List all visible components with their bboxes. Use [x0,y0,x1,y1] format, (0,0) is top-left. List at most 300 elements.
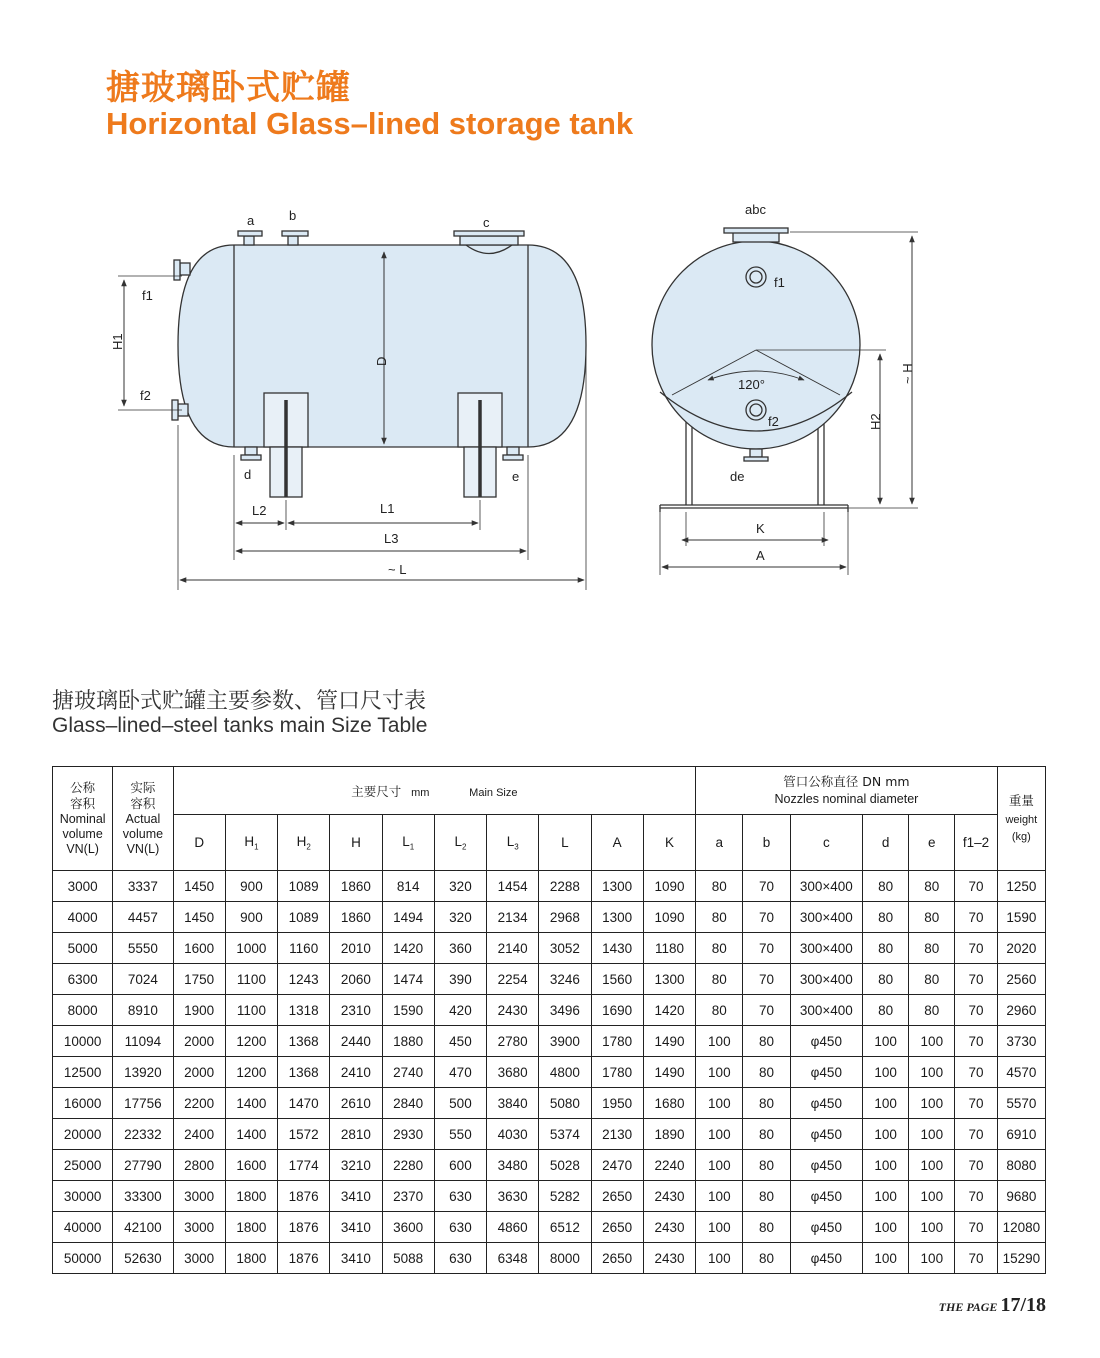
table-cell: 70 [955,995,997,1026]
table-cell: 70 [955,902,997,933]
header-col-nozzle-4: e [909,815,955,871]
table-row [53,964,1046,995]
table-cell: 1200 [225,1057,277,1088]
label-abc: abc [745,202,766,217]
table-cell: 1494 [382,902,434,933]
table-cell: 40000 [53,1212,113,1243]
page-title-cn: 搪玻璃卧式贮罐 [106,68,351,108]
table-cell: 1880 [382,1026,434,1057]
header-col-main-8: A [591,815,643,871]
label-c: c [483,215,490,230]
table-cell: 5282 [539,1181,591,1212]
table-cell: 1950 [591,1088,643,1119]
table-cell: 27790 [113,1150,173,1181]
label-de: de [730,469,745,484]
table-cell: 600 [434,1150,486,1181]
label-L1: L1 [380,501,395,516]
table-cell: 1876 [278,1243,330,1274]
table-cell: 470 [434,1057,486,1088]
table-cell: 2430 [643,1212,695,1243]
table-cell: 814 [382,871,434,902]
table-cell: 4030 [487,1119,539,1150]
table-row [53,1150,1046,1181]
table-cell: 70 [743,871,790,902]
table-cell: 1089 [278,871,330,902]
table-cell: 1876 [278,1212,330,1243]
table-cell: 3052 [539,933,591,964]
table-cell: 2130 [591,1119,643,1150]
table-cell: 1470 [278,1088,330,1119]
table-cell: 1900 [173,995,225,1026]
header-col-main-9: K [643,815,695,871]
table-cell: 1860 [330,871,382,902]
table-cell: 900 [225,902,277,933]
table-cell: 1860 [330,902,382,933]
table-cell: 5550 [113,933,173,964]
table-cell: 70 [955,1088,997,1119]
table-cell: 100 [696,1150,743,1181]
table-cell: 80 [909,871,955,902]
table-cell: 1800 [225,1243,277,1274]
table-cell: 70 [743,933,790,964]
table-cell: 70 [955,933,997,964]
table-cell: 1490 [643,1057,695,1088]
label-L: ~ L [388,562,407,577]
table-cell: 100 [696,1026,743,1057]
table-cell: 70 [955,1212,997,1243]
table-cell: 70 [955,1026,997,1057]
table-cell: 42100 [113,1212,173,1243]
table-cell: 100 [696,1181,743,1212]
table-cell: 100 [862,1088,908,1119]
table-cell: 80 [909,995,955,1026]
table-row [53,933,1046,964]
header-col-main-7: L [539,815,591,871]
table-cell: 7024 [113,964,173,995]
table-cell: 80 [743,1057,790,1088]
table-cell: 70 [743,902,790,933]
table-cell: 80 [862,933,908,964]
table-cell: 100 [862,1026,908,1057]
table-cell: 5000 [53,933,113,964]
table-cell: 3840 [487,1088,539,1119]
table-cell: 33300 [113,1181,173,1212]
table-cell: 2240 [643,1150,695,1181]
table-row [53,1119,1046,1150]
table-cell: 100 [696,1119,743,1150]
table-cell: 80 [743,1150,790,1181]
table-cell: 100 [909,1057,955,1088]
table-cell: 5570 [997,1088,1045,1119]
table-cell: 100 [696,1243,743,1274]
table-cell: 1690 [591,995,643,1026]
table-cell: 2800 [173,1150,225,1181]
table-cell: 80 [862,902,908,933]
label-L3: L3 [384,531,399,546]
table-cell: 300×400 [790,871,862,902]
table-cell: 1876 [278,1181,330,1212]
table-cell: 8080 [997,1150,1045,1181]
label-d: d [244,467,252,482]
table-cell: φ450 [790,1119,862,1150]
table-cell: 2968 [539,902,591,933]
table-cell: 100 [909,1150,955,1181]
table-row [53,871,1046,902]
table-cell: 2960 [997,995,1045,1026]
table-cell: 300×400 [790,902,862,933]
table-cell: 100 [696,1057,743,1088]
table-cell: 1800 [225,1181,277,1212]
footer-label: THE PAGE [938,1300,998,1314]
table-cell: 2370 [382,1181,434,1212]
table-cell: φ450 [790,1150,862,1181]
table-cell: 8000 [539,1243,591,1274]
table-cell: 2288 [539,871,591,902]
header-nominal-volume: 公称 容积 Nominal volume VN(L) [53,767,113,871]
table-cell: 2650 [591,1181,643,1212]
table-cell: 80 [909,933,955,964]
table-cell: φ450 [790,1026,862,1057]
header-nozzles: 管口公称直径 DN mm Nozzles nominal diameter [696,767,997,815]
table-cell: 2010 [330,933,382,964]
table-cell: 6910 [997,1119,1045,1150]
table-cell: 1090 [643,871,695,902]
header-actual-volume: 实际 容积 Actual volume VN(L) [113,767,173,871]
label-f1: f1 [142,288,153,303]
table-cell: 5374 [539,1119,591,1150]
label-b: b [289,208,297,223]
table-cell: 1750 [173,964,225,995]
table-cell: 1890 [643,1119,695,1150]
table-cell: 2650 [591,1243,643,1274]
table-row [53,1026,1046,1057]
table-cell: 2400 [173,1119,225,1150]
table-cell: 3730 [997,1026,1045,1057]
table-cell: 22332 [113,1119,173,1150]
table-cell: 1300 [591,871,643,902]
table-cell: 390 [434,964,486,995]
table-cell: 15290 [997,1243,1045,1274]
table-cell: 2650 [591,1212,643,1243]
table-cell: 1090 [643,902,695,933]
table-cell: 70 [743,995,790,1026]
table-cell: 1590 [382,995,434,1026]
header-col-main-1: $H_1$ [225,815,277,871]
table-cell: 4860 [487,1212,539,1243]
table-cell: φ450 [790,1088,862,1119]
label-D: D [374,356,389,366]
table-cell: 1420 [382,933,434,964]
table-header [53,767,1046,871]
table-cell: φ450 [790,1212,862,1243]
table-row [53,1212,1046,1243]
table-cell: 2780 [487,1026,539,1057]
table-cell: 500 [434,1088,486,1119]
table-cell: 1300 [643,964,695,995]
table-cell: 80 [909,902,955,933]
table-cell: 3000 [53,871,113,902]
table-cell: 1300 [591,902,643,933]
table-cell: 2470 [591,1150,643,1181]
table-cell: 2060 [330,964,382,995]
label-H1: H1 [110,333,125,350]
table-cell: 100 [862,1150,908,1181]
table-cell: 1490 [643,1026,695,1057]
table-cell: 100 [862,1212,908,1243]
table-cell: 80 [743,1088,790,1119]
table-cell: 80 [696,964,743,995]
table-cell: 2410 [330,1057,382,1088]
page-title-en: Horizontal Glass–lined storage tank [106,106,634,141]
table-row [53,995,1046,1026]
table-cell: 2610 [330,1088,382,1119]
table-cell: 3000 [173,1212,225,1243]
label-H2: H2 [868,413,883,430]
table-cell: 3210 [330,1150,382,1181]
table-cell: 1774 [278,1150,330,1181]
header-col-nozzle-1: b [743,815,790,871]
table-cell: 2430 [643,1181,695,1212]
table-cell: 2020 [997,933,1045,964]
header-col-main-3: H [330,815,382,871]
table-cell: 1368 [278,1057,330,1088]
table-cell: 16000 [53,1088,113,1119]
table-cell: 70 [955,1181,997,1212]
table-cell: 100 [696,1088,743,1119]
table-cell: 80 [696,902,743,933]
table-cell: 70 [955,1150,997,1181]
table-cell: 12080 [997,1212,1045,1243]
label-f1-side: f1 [774,275,785,290]
table-cell: 100 [909,1119,955,1150]
label-H: ~ H [900,363,915,384]
table-cell: 80 [696,933,743,964]
table-cell: 320 [434,871,486,902]
table-cell: 2200 [173,1088,225,1119]
table-cell: 3337 [113,871,173,902]
table-cell: 2134 [487,902,539,933]
table-cell: 3000 [173,1243,225,1274]
table-cell: 80 [743,1181,790,1212]
label-L2: L2 [252,503,267,518]
table-cell: 52630 [113,1243,173,1274]
table-cell: 2930 [382,1119,434,1150]
table-cell: 2560 [997,964,1045,995]
table-cell: 1400 [225,1088,277,1119]
table-title-cn: 搪玻璃卧式贮罐主要参数、管口尺寸表 [52,689,427,714]
table-cell: 3600 [382,1212,434,1243]
header-col-nozzle-0: a [696,815,743,871]
table-cell: 2000 [173,1057,225,1088]
table-cell: 6348 [487,1243,539,1274]
table-cell: 2310 [330,995,382,1026]
table-cell: 25000 [53,1150,113,1181]
table-cell: 80 [743,1212,790,1243]
table-cell: 100 [909,1026,955,1057]
label-a: a [247,213,255,228]
header-col-main-0: D [173,815,225,871]
table-cell: 630 [434,1181,486,1212]
table-cell: 80 [909,964,955,995]
table-cell: 1318 [278,995,330,1026]
table-cell: 100 [862,1243,908,1274]
table-cell: φ450 [790,1057,862,1088]
table-cell: 1100 [225,964,277,995]
table-cell: 630 [434,1243,486,1274]
table-cell: φ450 [790,1181,862,1212]
table-cell: 1590 [997,902,1045,933]
table-cell: 4457 [113,902,173,933]
table-cell: 300×400 [790,964,862,995]
table-cell: 70 [955,1119,997,1150]
table-cell: 100 [909,1243,955,1274]
label-f2-side: f2 [768,414,779,429]
table-cell: 1600 [173,933,225,964]
tank-drawing [0,180,1100,610]
table-cell: 70 [955,1057,997,1088]
table-cell: 80 [862,995,908,1026]
table-cell: 70 [955,1243,997,1274]
page-footer [939,1294,1046,1317]
header-main-size: 主要尺寸 mm Main Size [173,767,696,815]
table-cell: 3410 [330,1181,382,1212]
table-cell: 1454 [487,871,539,902]
table-cell: 100 [862,1181,908,1212]
table-cell: 50000 [53,1243,113,1274]
table-row [53,1243,1046,1274]
table-row [53,902,1046,933]
table-cell: 4570 [997,1057,1045,1088]
table-cell: 2810 [330,1119,382,1150]
size-table [52,766,1046,1274]
table-cell: 5080 [539,1088,591,1119]
label-A: A [756,548,765,563]
table-cell: φ450 [790,1243,862,1274]
table-cell: 900 [225,871,277,902]
table-cell: 360 [434,933,486,964]
table-cell: 1243 [278,964,330,995]
table-cell: 1180 [643,933,695,964]
label-angle: 120° [738,377,765,392]
table-cell: 630 [434,1212,486,1243]
header-col-main-4: $L_1$ [382,815,434,871]
table-cell: 420 [434,995,486,1026]
table-cell: 70 [955,964,997,995]
table-cell: 80 [696,995,743,1026]
table-cell: 2430 [643,1243,695,1274]
side-view [652,228,918,575]
table-cell: 1200 [225,1026,277,1057]
table-cell: 2000 [173,1026,225,1057]
table-cell: 1250 [997,871,1045,902]
table-cell: 100 [862,1119,908,1150]
table-cell: 3000 [173,1181,225,1212]
table-cell: 2280 [382,1150,434,1181]
header-col-main-2: $H_2$ [278,815,330,871]
table-cell: 80 [696,871,743,902]
table-cell: 1400 [225,1119,277,1150]
table-cell: 3410 [330,1243,382,1274]
table-cell: 11094 [113,1026,173,1057]
table-cell: 3246 [539,964,591,995]
table-cell: 1780 [591,1026,643,1057]
page-number: 17/18 [1000,1294,1046,1316]
table-cell: 1572 [278,1119,330,1150]
table-cell: 100 [862,1057,908,1088]
table-row [53,1181,1046,1212]
header-col-nozzle-2: c [790,815,862,871]
table-cell: 30000 [53,1181,113,1212]
table-cell: 12500 [53,1057,113,1088]
table-cell: 3496 [539,995,591,1026]
front-view [118,231,586,590]
table-cell: 300×400 [790,995,862,1026]
table-cell: 3680 [487,1057,539,1088]
table-cell: 2440 [330,1026,382,1057]
table-cell: 9680 [997,1181,1045,1212]
table-cell: 20000 [53,1119,113,1150]
table-cell: 3480 [487,1150,539,1181]
table-cell: 80 [743,1243,790,1274]
table-cell: 70 [955,871,997,902]
table-cell: 13920 [113,1057,173,1088]
table-cell: 2840 [382,1088,434,1119]
header-weight: 重量 weight (kg) [997,767,1045,871]
table-cell: 80 [862,964,908,995]
table-cell: 80 [743,1026,790,1057]
table-cell: 1600 [225,1150,277,1181]
table-cell: 3900 [539,1026,591,1057]
table-cell: 1160 [278,933,330,964]
table-cell: 2740 [382,1057,434,1088]
table-cell: 17756 [113,1088,173,1119]
table-cell: 70 [743,964,790,995]
table-cell: 2254 [487,964,539,995]
table-cell: 100 [909,1212,955,1243]
table-cell: 320 [434,902,486,933]
header-col-nozzle-5: f1–2 [955,815,997,871]
table-cell: 1800 [225,1212,277,1243]
table-cell: 1420 [643,995,695,1026]
table-cell: 1089 [278,902,330,933]
table-cell: 8000 [53,995,113,1026]
table-cell: 4000 [53,902,113,933]
table-cell: 100 [909,1181,955,1212]
table-cell: 1000 [225,933,277,964]
label-K: K [756,521,765,536]
header-col-main-6: $L_3$ [487,815,539,871]
header-col-nozzle-3: d [862,815,908,871]
label-e: e [512,469,520,484]
header-col-main-5: $L_2$ [434,815,486,871]
table-cell: 80 [743,1119,790,1150]
table-cell: 8910 [113,995,173,1026]
table-cell: 2430 [487,995,539,1026]
table-cell: 3410 [330,1212,382,1243]
table-cell: 3630 [487,1181,539,1212]
table-cell: 2140 [487,933,539,964]
table-cell: 1430 [591,933,643,964]
table-cell: 300×400 [790,933,862,964]
table-cell: 1680 [643,1088,695,1119]
table-cell: 80 [862,871,908,902]
table-cell: 550 [434,1119,486,1150]
table-body [53,871,1046,1274]
table-row [53,1088,1046,1119]
table-cell: 5028 [539,1150,591,1181]
table-cell: 100 [696,1212,743,1243]
table-row [53,1057,1046,1088]
